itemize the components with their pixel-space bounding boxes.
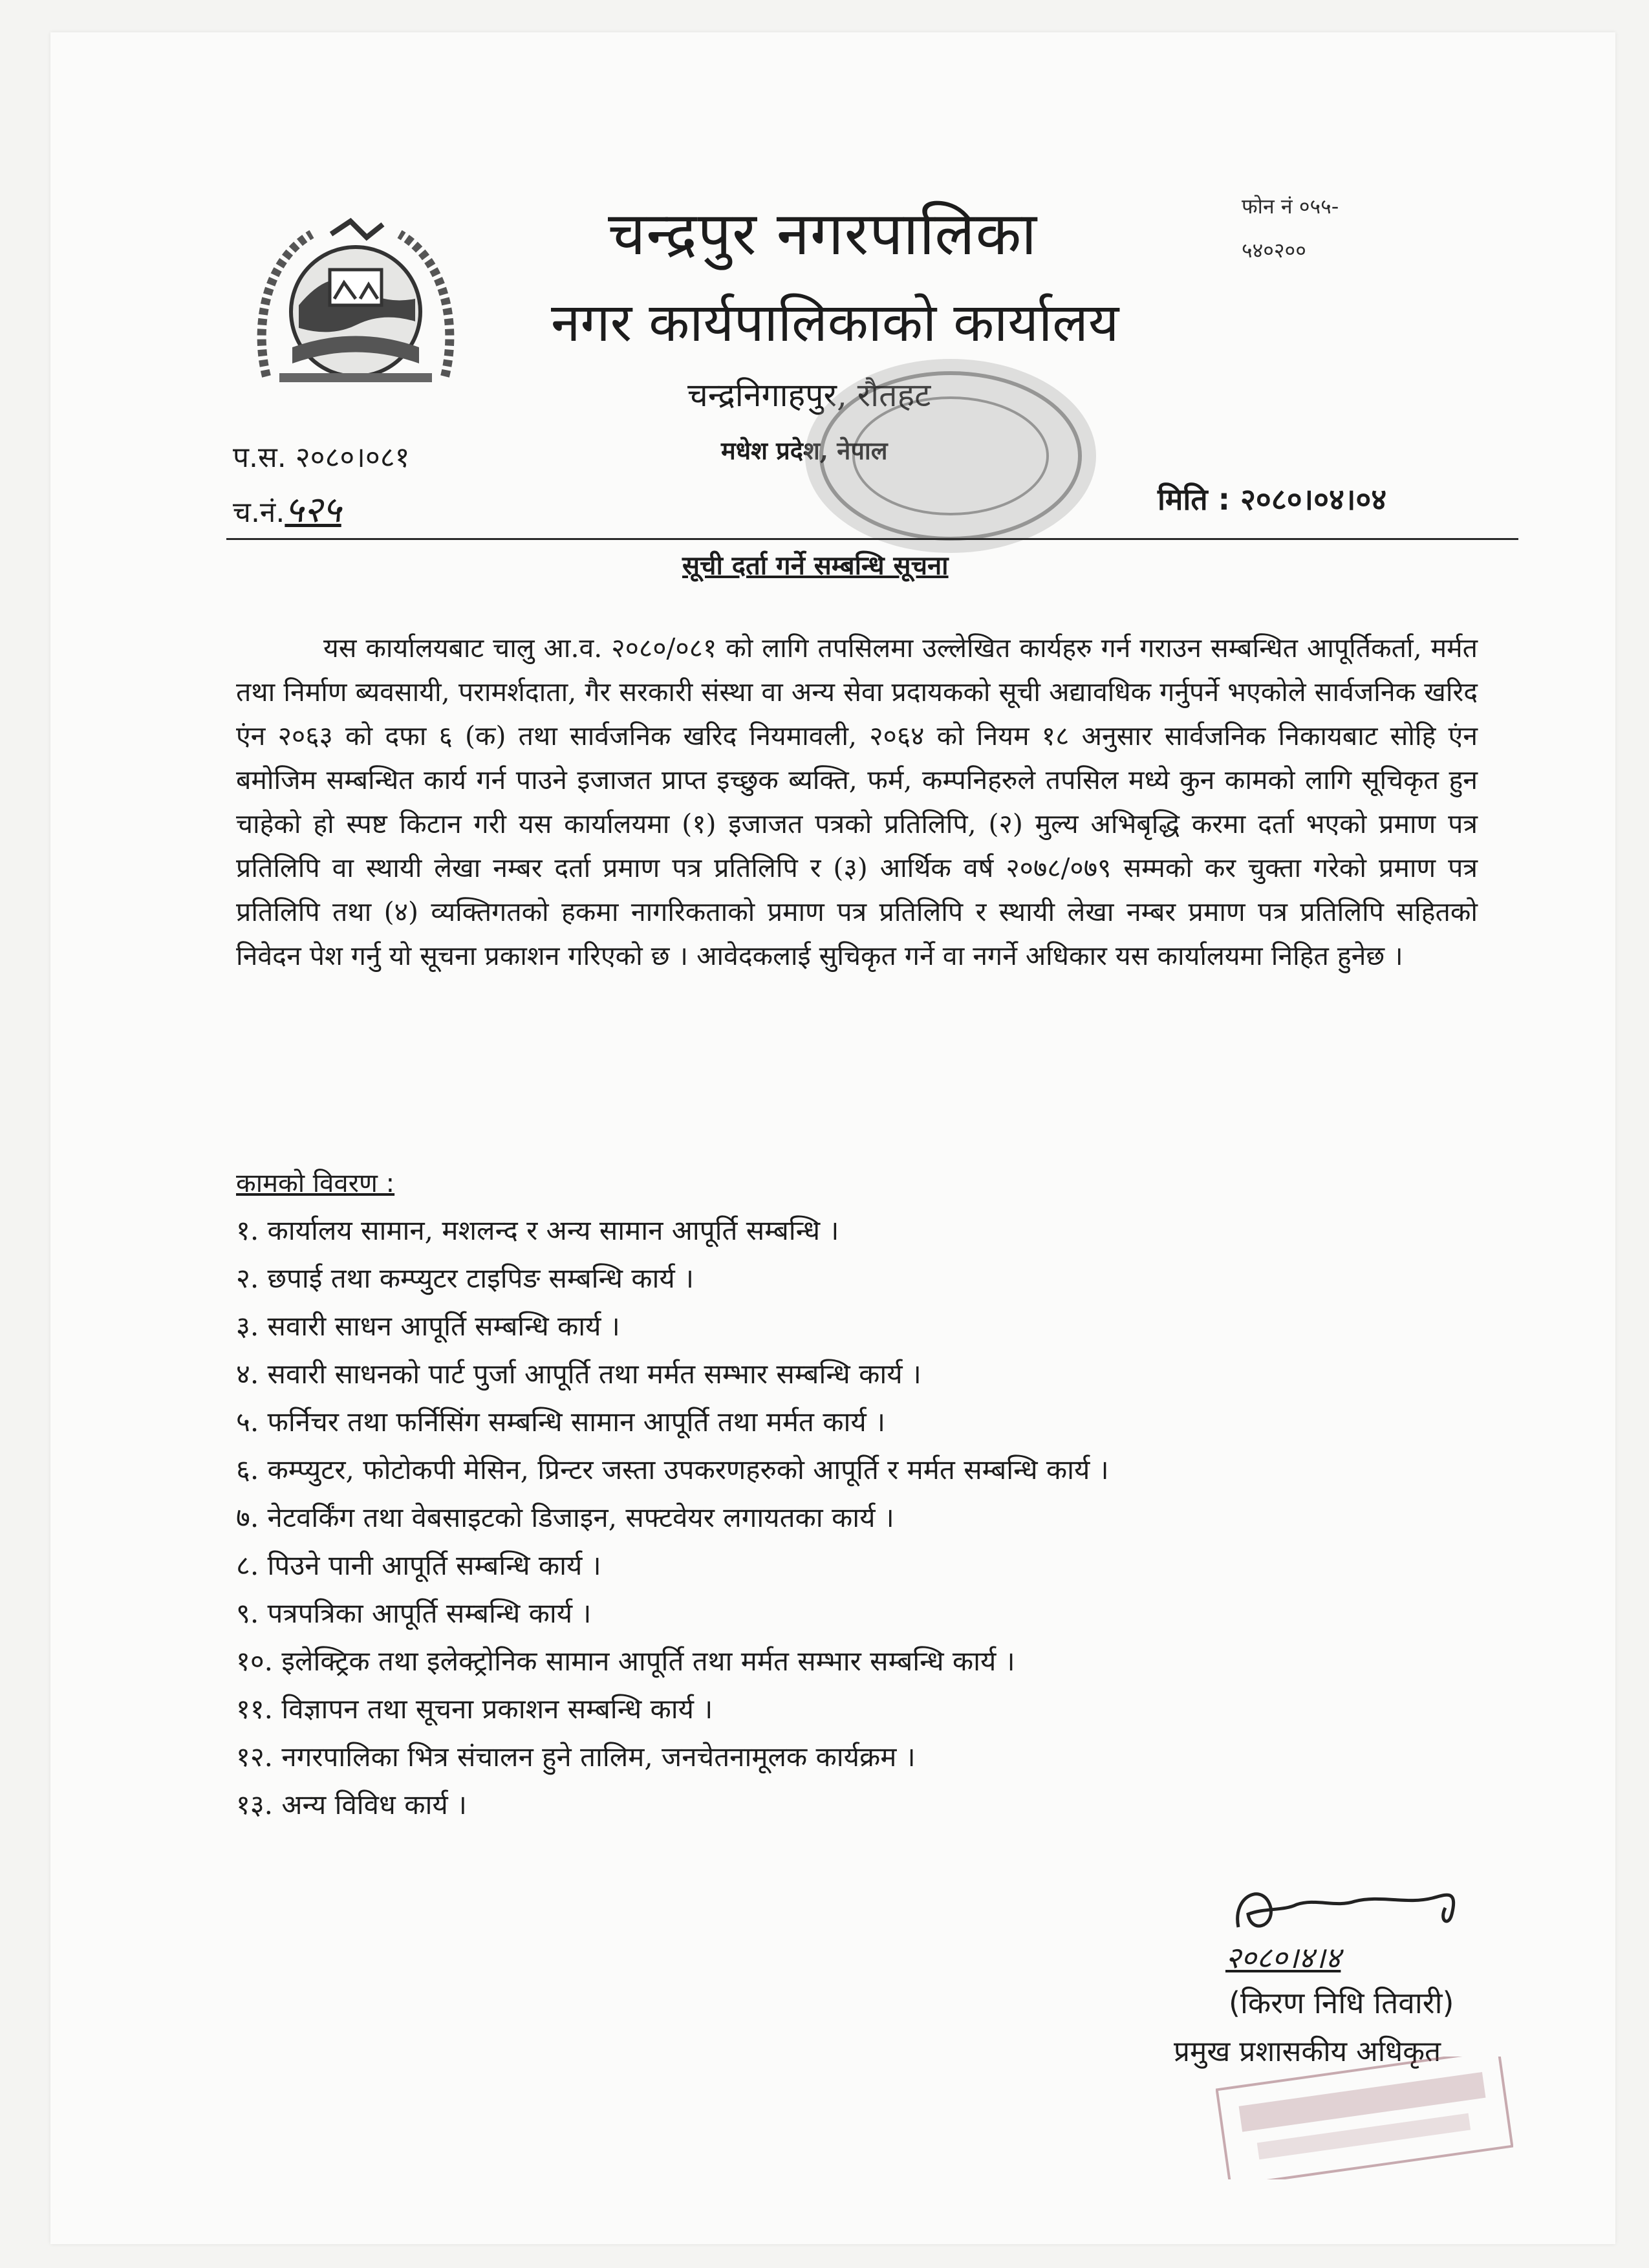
signatory-name: (किरण निधि तिवारी) [1229,1985,1454,2020]
name-stamp [1216,2057,1513,2179]
signature-date: २०८०।४।४ [1225,1940,1341,1975]
list-item: ४. सवारी साधनको पार्ट पुर्जा आपूर्ति तथा मर्मत सम्भार सम्बन्धि कार्य । [236,1358,921,1390]
fiscal-year-ref [233,437,410,475]
list-item: ८. पिउने पानी आपूर्ति सम्बन्धि कार्य । [236,1550,601,1581]
fiscal-value: २०८०।०८१ [295,441,410,474]
list-item: १३. अन्य विविध कार्य । [236,1789,467,1820]
works-heading: कामको विवरण : [236,1169,395,1198]
date-label: मिति : [1158,482,1230,517]
signatory-designation: प्रमुख प्रशासकीय अधिकृत [1174,2035,1441,2068]
dispatch-value: ५२५ [285,489,341,531]
dispatch-number [233,484,341,533]
office-round-stamp [795,349,1106,563]
header-divider [226,538,1518,540]
address-line-2: मधेश प्रदेश, नेपाल [721,436,888,465]
list-item: १०. इलेक्ट्रिक तथा इलेक्ट्रोनिक सामान आपूर्ति तथा मर्मत सम्भार सम्बन्धि कार्य । [236,1645,1015,1677]
phone-line-1: फोन नं ०५५- [1242,194,1339,219]
list-item: १. कार्यालय सामान, मशलन्द र अन्य सामान आपूर्ति सम्बन्धि । [236,1215,839,1246]
list-item: ११. विज्ञापन तथा सूचना प्रकाशन सम्बन्धि कार्य । [236,1693,713,1725]
fiscal-label: प.स. [233,441,286,474]
list-item: ९. पत्रपत्रिका आपूर्ति सम्बन्धि कार्य । [236,1597,592,1629]
phone-line-2: ५४०२०० [1242,238,1306,263]
list-item: ७. नेटवर्किंग तथा वेबसाइटको डिजाइन, सफ्टवेयर लगायतका कार्य । [236,1502,894,1533]
list-item: ६. कम्प्युटर, फोटोकपी मेसिन, प्रिन्टर जस्ता उपकरणहरुको आपूर्ति र मर्मत सम्बन्धि कार्य । [236,1454,1109,1485]
handwritten-signature [1225,1875,1478,1947]
municipality-title: चन्द्रपुर नगरपालिका [608,199,1038,268]
dispatch-label: च.नं. [233,496,285,529]
list-item: १२. नगरपालिका भित्र संचालन हुने तालिम, जनचेतनामूलक कार्यक्रम । [236,1741,916,1773]
list-item: ३. सवारी साधन आपूर्ति सम्बन्धि कार्य । [236,1310,620,1342]
office-title: नगर कार्यपालिकाको कार्यालय [551,292,1119,354]
letter-date [1158,479,1386,519]
notice-body: यस कार्यालयबाट चालु आ.व. २०८०/०८१ को लागि तपसिलमा उल्लेखित कार्यहरु गर्न गराउन सम्बन्धित आपूर्तिकर्ता, मर्मत तथा निर्माण ब्यवसायी, परामर्शदाता, गैर सरकारी संस्था वा अन्य सेवा प्रदायकको सूची अद्यावधिक गर्नुपर्ने भएकोले सार्वजनिक खरिद एंन २०६३ को दफा ६ (क) तथा सार्वजनिक खरिद नियमावली, २०६४ को नियम १८ अनुसार सार्वजनिक निकायबाट सोहि एंन बमोजिम सम्बन्धित कार्य गर्न पाउने इजाजत प्राप्त इच्छुक ब्यक्ति, फर्म, कम्पनिहरुले तपसिल मध्ये कुन कामको लागि सूचिकृत हुन चाहेको हो स्पष्ट किटान गरी यस कार्यालयमा (१) इजाजत पत्रको प्रतिलिपि, (२) मुल्य अभिबृद्धि करमा दर्ता भएको प्रमाण पत्र प्रतिलिपि वा स्थायी लेखा नम्बर दर्ता प्रमाण पत्र प्रतिलिपि र (३) आर्थिक वर्ष २०७८/०७९ सम्मको कर चुक्ता गरेको प्रमाण पत्र प्रतिलिपि तथा (४) व्यक्तिगतको हकमा नागरिकताको प्रमाण पत्र प्रतिलिपि र स्थायी लेखा नम्बर प्रमाण पत्र प्रतिलिपि सहितको निवेदन पेश गर्नु यो सूचना प्रकाशन गरिएको छ । आवेदकलाई सुचिकृत गर्ने वा नगर्ने अधिकार यस कार्यालयमा निहित हुनेछ । [236,632,1478,971]
date-value: २०८०।०४।०४ [1240,482,1387,517]
works-list [236,1207,1109,1829]
phone-number [1242,184,1339,272]
municipality-emblem [253,208,458,402]
address-line-1: चन्द्रनिगाहपुर, रौतहट [687,376,931,414]
notice-subject: सूची दर्ता गर्ने सम्बन्धि सूचना [682,551,949,581]
list-item: २. छपाई तथा कम्प्युटर टाइपिङ सम्बन्धि कार्य । [236,1262,695,1294]
list-item: ५. फर्निचर तथा फर्निसिंग सम्बन्धि सामान आपूर्ति तथा मर्मत कार्य । [236,1406,886,1438]
